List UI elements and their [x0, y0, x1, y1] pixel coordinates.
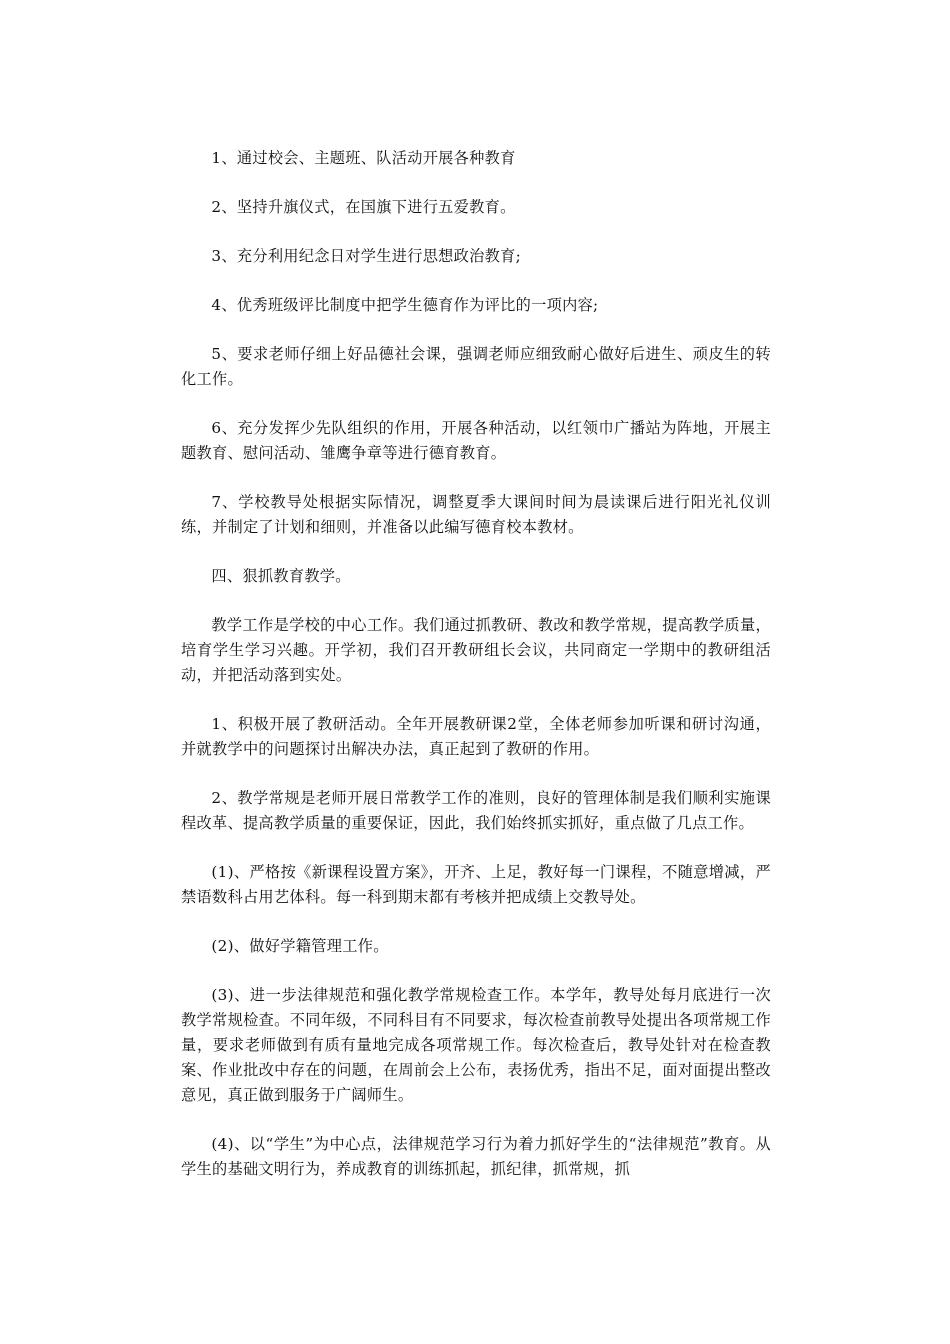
- subitem-2: (2)、做好学籍管理工作。: [211, 937, 389, 955]
- paragraph-item-5: 5、要求老师仔细上好品德社会课，强调老师应细致耐心做好后进生、顽皮生的转化工作。: [181, 345, 771, 388]
- paragraph-item-4: 4、优秀班级评比制度中把学生德育作为评比的一项内容;: [211, 296, 599, 314]
- paragraph-item-7: 7、学校教导处根据实际情况，调整夏季大课间时间为晨读课后进行阳光礼仪训练，并制定了计划和细则，并准备以此编写德育校本教材。: [181, 493, 771, 536]
- subitem-3: (3)、进一步法律规范和强化教学常规检查工作。本学年，教导处每月底进行一次教学常规检查。不同年级，不同科目有不同要求，每次检查前教导处提出各项常规工作量，要求老师做到有质有量地完成各项常规工作。每次检查后，教导处针对在检查教案、作业批改中存在的问题，在周前会上公布，表扬优秀，指出不足，面对面提出整改意见，真正做到服务于广阔师生。: [181, 986, 771, 1104]
- teaching-intro-paragraph: 教学工作是学校的中心工作。我们通过抓教研、教改和教学常规，提高教学质量，培育学生学习兴趣。开学初，我们召开教研组长会议，共同商定一学期中的教研组活动，并把活动落到实处。: [181, 616, 771, 684]
- paragraph-item-1: 1、通过校会、主题班、队活动开展各种教育: [211, 149, 516, 167]
- paragraph-item-6: 6、充分发挥少先队组织的作用，开展各种活动，以红领巾广播站为阵地，开展主题教育、慰问活动、雏鹰争章等进行德育教育。: [181, 419, 771, 462]
- subitem-4: (4)、以“学生”为中心点，法律规范学习行为着力抓好学生的“法律规范”教育。从学生的基础文明行为，养成教育的训练抓起，抓纪律，抓常规，抓: [181, 1135, 771, 1178]
- teaching-item-2: 2、教学常规是老师开展日常教学工作的准则，良好的管理体制是我们顺利实施课程改革、提高教学质量的重要保证，因此，我们始终抓实抓好，重点做了几点工作。: [181, 789, 771, 832]
- document-body: [181, 146, 771, 1206]
- section-heading-4: 四、狠抓教育教学。: [211, 567, 351, 585]
- paragraph-item-3: 3、充分利用纪念日对学生进行思想政治教育;: [211, 247, 522, 265]
- subitem-1: (1)、严格按《新课程设置方案》，开齐、上足，教好每一门课程，不随意增减，严禁语数科占用艺体科。每一科到期末都有考核并把成绩上交教导处。: [181, 863, 771, 906]
- paragraph-item-2: 2、坚持升旗仪式，在国旗下进行五爱教育。: [211, 198, 516, 216]
- teaching-item-1: 1、积极开展了教研活动。全年开展教研课2堂，全体老师参加听课和研讨沟通，并就教学中的问题探讨出解决办法，真正起到了教研的作用。: [181, 715, 771, 758]
